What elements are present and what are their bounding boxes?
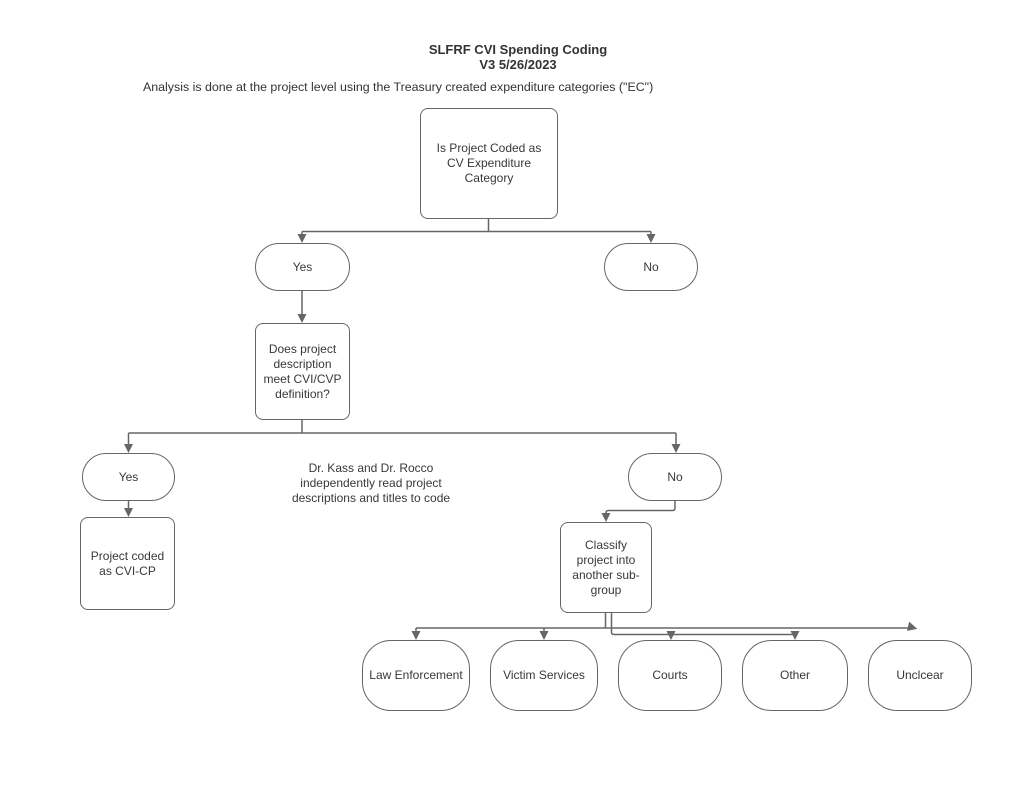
node-no-2 xyxy=(628,453,722,501)
node-yes-1-label: Yes xyxy=(292,259,313,274)
node-subgroup-courts-label: Courts xyxy=(652,668,688,682)
node-subgroup-victim-services-label: Victim Services xyxy=(503,668,585,682)
node-subgroup-law-enforcement xyxy=(362,640,470,711)
node-subgroup-victim-services xyxy=(490,640,598,711)
diagram-subtitle: Analysis is done at the project level using the Treasury created expenditure categories ("EC") xyxy=(143,80,654,94)
node-subgroup-other-label: Other xyxy=(779,668,810,682)
node-no-1 xyxy=(604,243,698,291)
node-root-question xyxy=(420,108,558,219)
node-coded-cvi-cp-label: Project coded as CVI-CP xyxy=(90,548,165,578)
node-classify-subgroup xyxy=(560,522,652,613)
diagram-title-line1: SLFRF CVI Spending Coding xyxy=(428,42,608,57)
node-subgroup-other xyxy=(742,640,848,711)
node-yes-1 xyxy=(255,243,350,291)
node-subgroup-law-enforcement-label: Law Enforcement xyxy=(369,668,463,682)
node-definition-question xyxy=(255,323,350,420)
coding-annotation: Dr. Kass and Dr. Rocco independently read project descriptions and titles to code xyxy=(291,461,451,505)
node-no-1-label: No xyxy=(643,259,659,274)
node-coded-cvi-cp xyxy=(80,517,175,610)
node-subgroup-unclcear-label: Unclcear xyxy=(896,668,944,682)
node-yes-2-label: Yes xyxy=(118,469,139,484)
node-classify-subgroup-label: Classify project into another sub-group xyxy=(572,537,640,597)
node-subgroup-unclcear xyxy=(868,640,972,711)
diagram-title-line2: V3 5/26/2023 xyxy=(479,57,557,72)
node-yes-2 xyxy=(82,453,175,501)
diagram-title xyxy=(318,42,718,72)
node-subgroup-courts xyxy=(618,640,722,711)
node-no-2-label: No xyxy=(667,469,683,484)
node-root-question-label: Is Project Coded as CV Expenditure Category xyxy=(436,141,542,185)
node-definition-question-label: Does project description meet CVI/CVP definition? xyxy=(263,341,342,401)
